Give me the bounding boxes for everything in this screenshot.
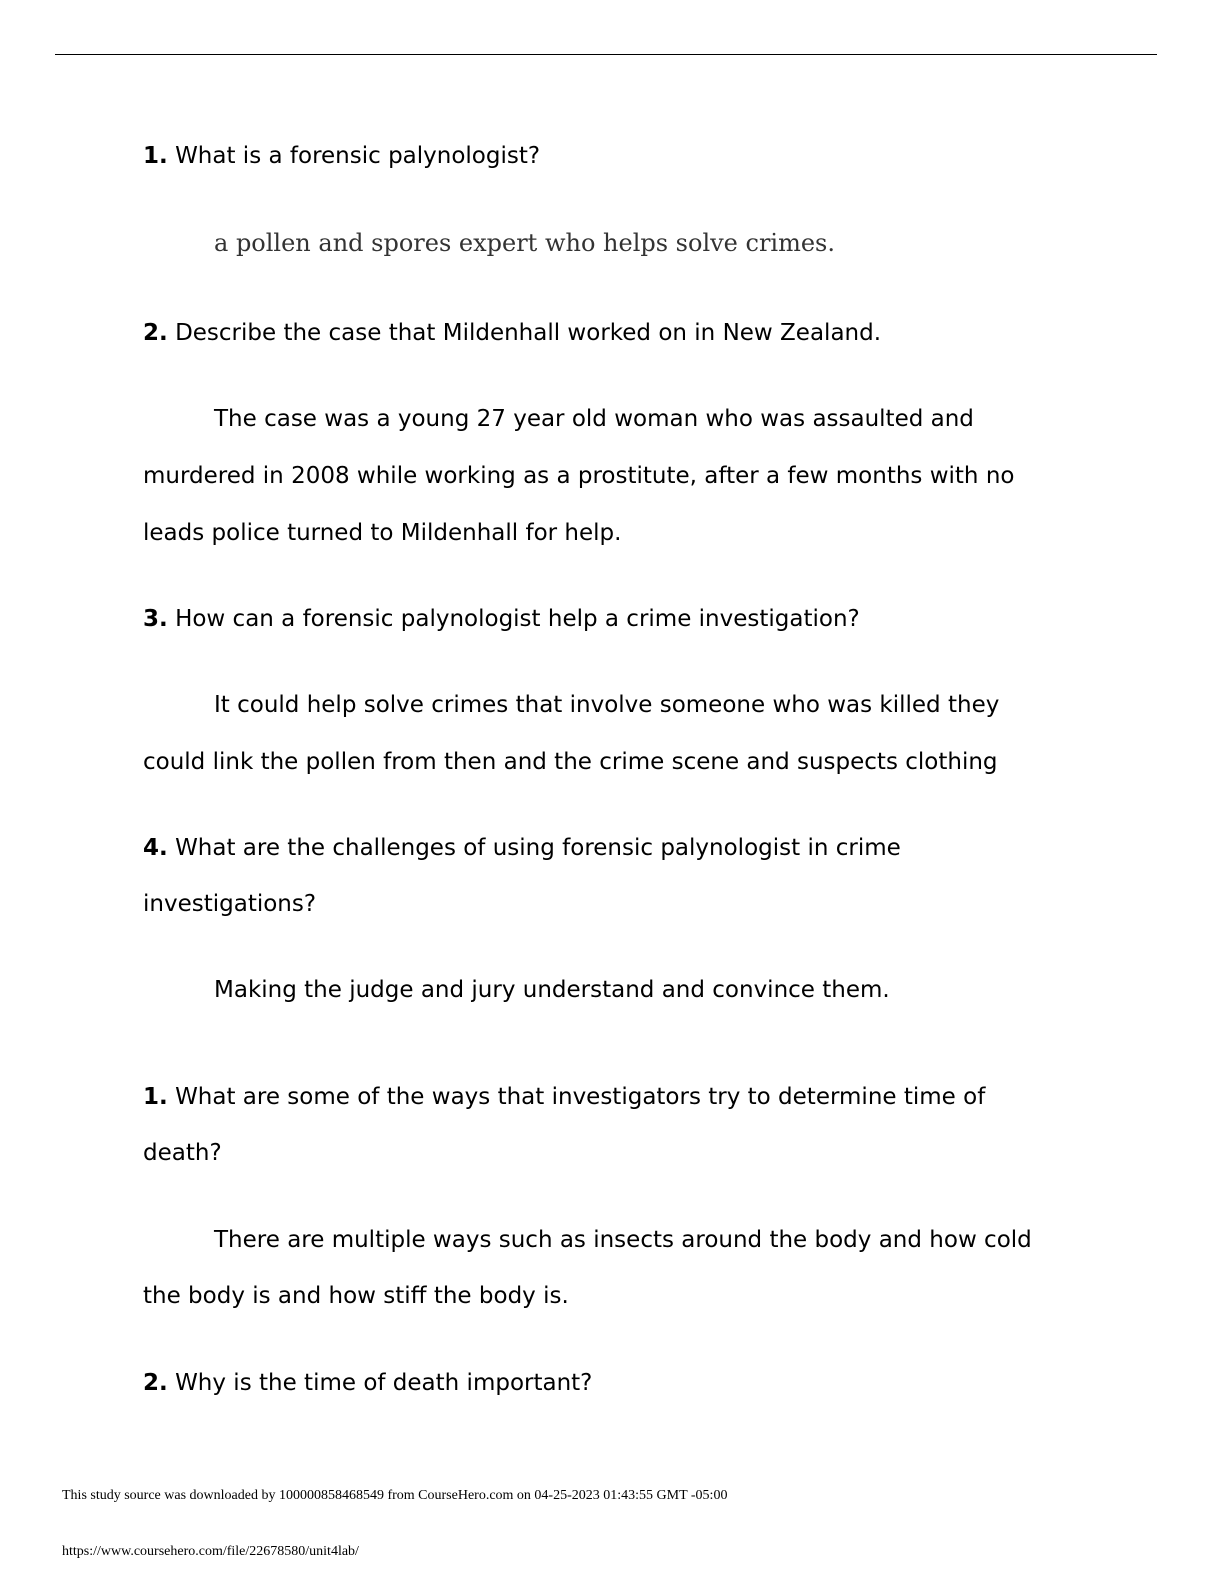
question-2 (143, 319, 881, 347)
footer-url-link[interactable]: https://www.coursehero.com/file/22678580/unit4lab/ (62, 1544, 359, 1559)
answer-set2-1-line-1: There are multiple ways such as insects around the body and how cold (214, 1227, 1032, 1253)
question-number: 2. (143, 320, 168, 346)
question-number: 1. (143, 1084, 168, 1110)
answer-3-line-2: could link the pollen from then and the crime scene and suspects clothing (143, 749, 998, 775)
answer-3-line-1: It could help solve crimes that involve someone who was killed they (214, 692, 1000, 718)
answer-2-line-2: murdered in 2008 while working as a prostitute, after a few months with no (143, 463, 1015, 489)
answer-2-line-1: The case was a young 27 year old woman who was assaulted and (214, 406, 974, 432)
answer-set2-1-line-2: the body is and how stiff the body is. (143, 1283, 569, 1309)
question-text: What are some of the ways that investigators try to determine time of (175, 1084, 986, 1110)
footer-source-line: This study source was downloaded by 100000858468549 from CourseHero.com on 04-25-2023 01:43:55 GMT -05:00 (62, 1488, 728, 1503)
question-text: What are the challenges of using forensic palynologist in crime (175, 835, 901, 861)
answer-1: a pollen and spores expert who helps solve crimes. (214, 229, 835, 257)
header-rule (55, 54, 1157, 55)
question-number: 2. (143, 1370, 168, 1396)
question-4-line-2: investigations? (143, 891, 317, 917)
answer-4: Making the judge and jury understand and convince them. (214, 977, 890, 1003)
question-text: How can a forensic palynologist help a crime investigation? (175, 606, 860, 632)
question-number: 3. (143, 606, 168, 632)
question-text: Describe the case that Mildenhall worked on in New Zealand. (175, 320, 882, 346)
question-number: 4. (143, 835, 168, 861)
question-4 (143, 834, 901, 862)
question-3 (143, 605, 860, 633)
question-set2-1 (143, 1083, 985, 1111)
question-number: 1. (143, 143, 168, 169)
question-set2-1-line-2: death? (143, 1140, 222, 1166)
question-set2-2 (143, 1369, 592, 1397)
question-text: What is a forensic palynologist? (175, 143, 541, 169)
question-1 (143, 142, 540, 170)
answer-2-line-3: leads police turned to Mildenhall for help. (143, 520, 622, 546)
question-text: Why is the time of death important? (175, 1370, 593, 1396)
